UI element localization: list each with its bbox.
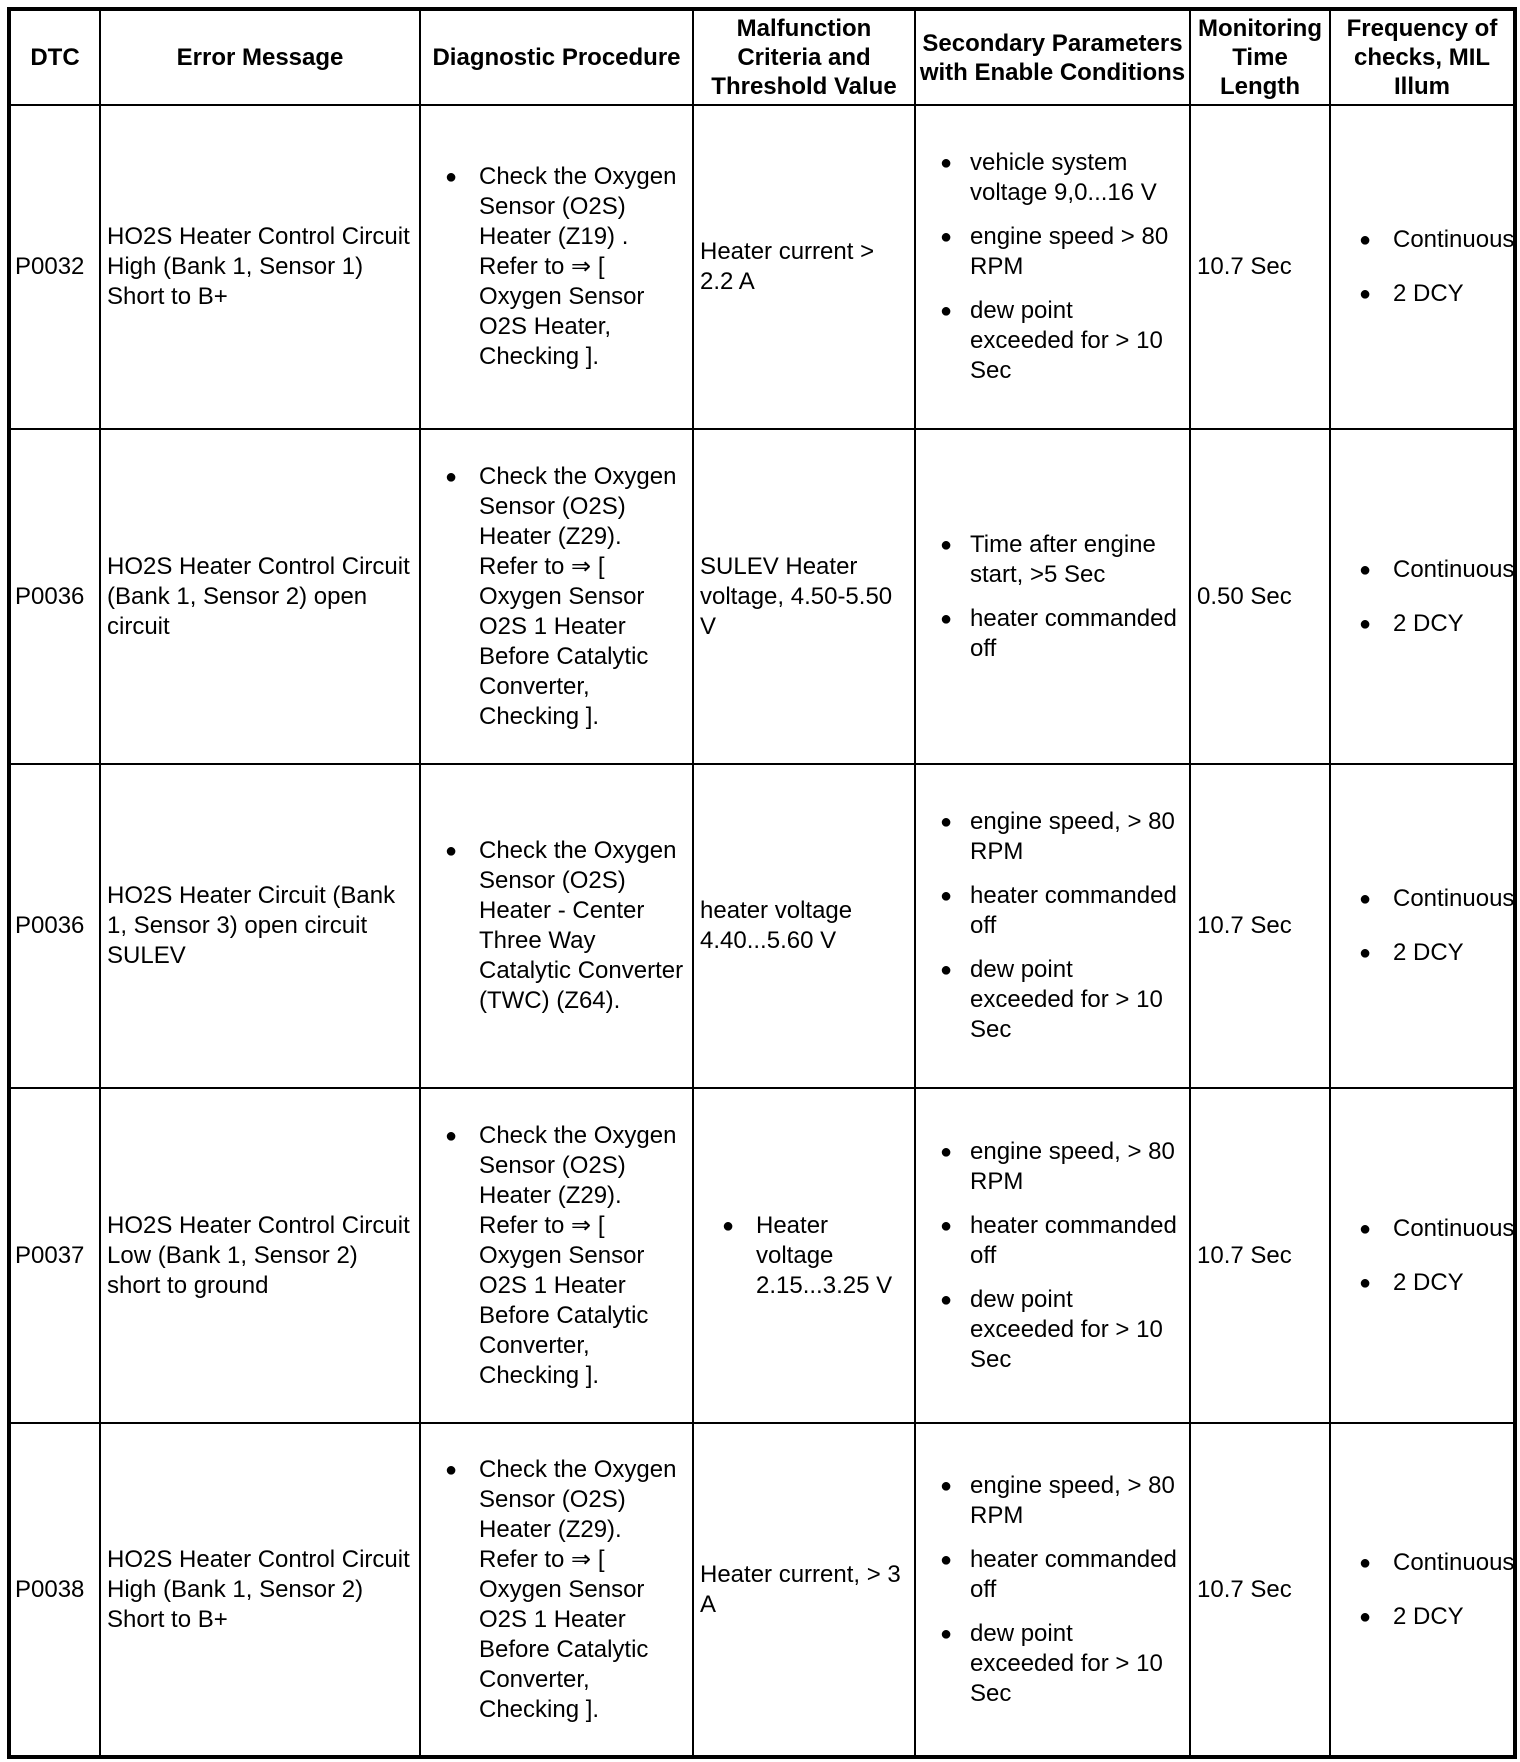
secondary-condition: ● engine speed, > 80 RPM: [922, 1137, 1183, 1197]
diagnostic-procedure: [420, 764, 693, 1088]
table-row: [9, 1423, 1515, 1757]
frequency-item: ● 2 DCY: [1337, 609, 1507, 639]
malfunction-criteria: Heater current > 2.2 A: [693, 105, 915, 429]
table-row: [9, 105, 1515, 429]
frequency-item: ● Continuous: [1337, 1548, 1507, 1578]
secondary-parameters: [915, 764, 1190, 1088]
secondary-condition: ● dew point exceeded for > 10 Sec: [922, 296, 1183, 386]
error-message: HO2S Heater Control Circuit Low (Bank 1, Sensor 2) short to ground: [100, 1088, 420, 1423]
secondary-condition: ● engine speed, > 80 RPM: [922, 807, 1183, 867]
secondary-parameters: [915, 105, 1190, 429]
secondary-parameters: [915, 429, 1190, 764]
frequency-item: ● Continuous: [1337, 225, 1507, 255]
secondary-condition: ● Time after engine start, >5 Sec: [922, 530, 1183, 590]
error-message: HO2S Heater Control Circuit High (Bank 1, Sensor 2) Short to B+: [100, 1423, 420, 1757]
malfunction-criteria: SULEV Heater voltage, 4.50-5.50 V: [693, 429, 915, 764]
dtc-code: P0032: [9, 105, 100, 429]
monitoring-time: 10.7 Sec: [1190, 105, 1330, 429]
header-dtc: DTC: [9, 9, 100, 105]
dtc-code: P0037: [9, 1088, 100, 1423]
error-message: HO2S Heater Control Circuit (Bank 1, Sensor 2) open circuit: [100, 429, 420, 764]
dtc-code: P0036: [9, 764, 100, 1088]
header-error-message: Error Message: [100, 9, 420, 105]
frequency-item: ● 2 DCY: [1337, 938, 1507, 968]
diagnostic-step: ● Check the Oxygen Sensor (O2S) Heater - Center Three Way Catalytic Converter (TWC) (Z64).: [427, 836, 686, 1016]
header-secondary-parameters: Secondary Parameters with Enable Conditions: [915, 9, 1190, 105]
frequency-item: ● Continuous: [1337, 555, 1507, 585]
diagnostic-step: ● Check the Oxygen Sensor (O2S) Heater (Z29). Refer to ⇒ [ Oxygen Sensor O2S 1 Heater Before Catalytic Converter, Checking ].: [427, 1121, 686, 1391]
header-monitoring-time: Monitoring Time Length: [1190, 9, 1330, 105]
monitoring-time: 10.7 Sec: [1190, 1088, 1330, 1423]
header-diagnostic-procedure: Diagnostic Procedure: [420, 9, 693, 105]
diagnostic-step: ● Check the Oxygen Sensor (O2S) Heater (Z19) . Refer to ⇒ [ Oxygen Sensor O2S Heater, Checking ].: [427, 162, 686, 372]
monitoring-time: 10.7 Sec: [1190, 1423, 1330, 1757]
diagnostic-step: ● Check the Oxygen Sensor (O2S) Heater (Z29). Refer to ⇒ [ Oxygen Sensor O2S 1 Heater Before Catalytic Converter, Checking ].: [427, 1455, 686, 1725]
error-message: HO2S Heater Circuit (Bank 1, Sensor 3) open circuit SULEV: [100, 764, 420, 1088]
dtc-code: P0038: [9, 1423, 100, 1757]
secondary-condition: ● engine speed > 80 RPM: [922, 222, 1183, 282]
header-row: [9, 9, 1515, 105]
diagnostic-procedure: [420, 1423, 693, 1757]
frequency: [1330, 105, 1515, 429]
malfunction-criteria: Heater current, > 3 A: [693, 1423, 915, 1757]
malfunction-item: ● Heater voltage 2.15...3.25 V: [700, 1211, 908, 1301]
secondary-parameters: [915, 1423, 1190, 1757]
diagnostic-step: ● Check the Oxygen Sensor (O2S) Heater (Z29). Refer to ⇒ [ Oxygen Sensor O2S 1 Heater Before Catalytic Converter, Checking ].: [427, 462, 686, 732]
frequency-item: ● 2 DCY: [1337, 279, 1507, 309]
diagnostic-procedure: [420, 1088, 693, 1423]
table-row: [9, 764, 1515, 1088]
monitoring-time: 0.50 Sec: [1190, 429, 1330, 764]
secondary-condition: ● heater commanded off: [922, 604, 1183, 664]
frequency-item: ● Continuous: [1337, 884, 1507, 914]
dtc-code: P0036: [9, 429, 100, 764]
secondary-condition: ● dew point exceeded for > 10 Sec: [922, 955, 1183, 1045]
secondary-condition: ● vehicle system voltage 9,0...16 V: [922, 148, 1183, 208]
header-malfunction-criteria: Malfunction Criteria and Threshold Value: [693, 9, 915, 105]
frequency-item: ● Continuous: [1337, 1214, 1507, 1244]
secondary-parameters: [915, 1088, 1190, 1423]
frequency: [1330, 1423, 1515, 1757]
secondary-condition: ● heater commanded off: [922, 1545, 1183, 1605]
table-row: [9, 429, 1515, 764]
monitoring-time: 10.7 Sec: [1190, 764, 1330, 1088]
frequency: [1330, 764, 1515, 1088]
error-message: HO2S Heater Control Circuit High (Bank 1, Sensor 1) Short to B+: [100, 105, 420, 429]
secondary-condition: ● heater commanded off: [922, 881, 1183, 941]
secondary-condition: ● engine speed, > 80 RPM: [922, 1471, 1183, 1531]
header-frequency: Frequency of checks, MIL Illum: [1330, 9, 1515, 105]
frequency-item: ● 2 DCY: [1337, 1602, 1507, 1632]
secondary-condition: ● heater commanded off: [922, 1211, 1183, 1271]
diagnostic-procedure: [420, 105, 693, 429]
table-row: [9, 1088, 1515, 1423]
frequency: [1330, 1088, 1515, 1423]
secondary-condition: ● dew point exceeded for > 10 Sec: [922, 1285, 1183, 1375]
frequency-item: ● 2 DCY: [1337, 1268, 1507, 1298]
dtc-table: [7, 7, 1517, 1759]
malfunction-criteria: heater voltage 4.40...5.60 V: [693, 764, 915, 1088]
dtc-document: [7, 7, 1513, 1761]
frequency: [1330, 429, 1515, 764]
diagnostic-procedure: [420, 429, 693, 764]
secondary-condition: ● dew point exceeded for > 10 Sec: [922, 1619, 1183, 1709]
malfunction-criteria: [693, 1088, 915, 1423]
